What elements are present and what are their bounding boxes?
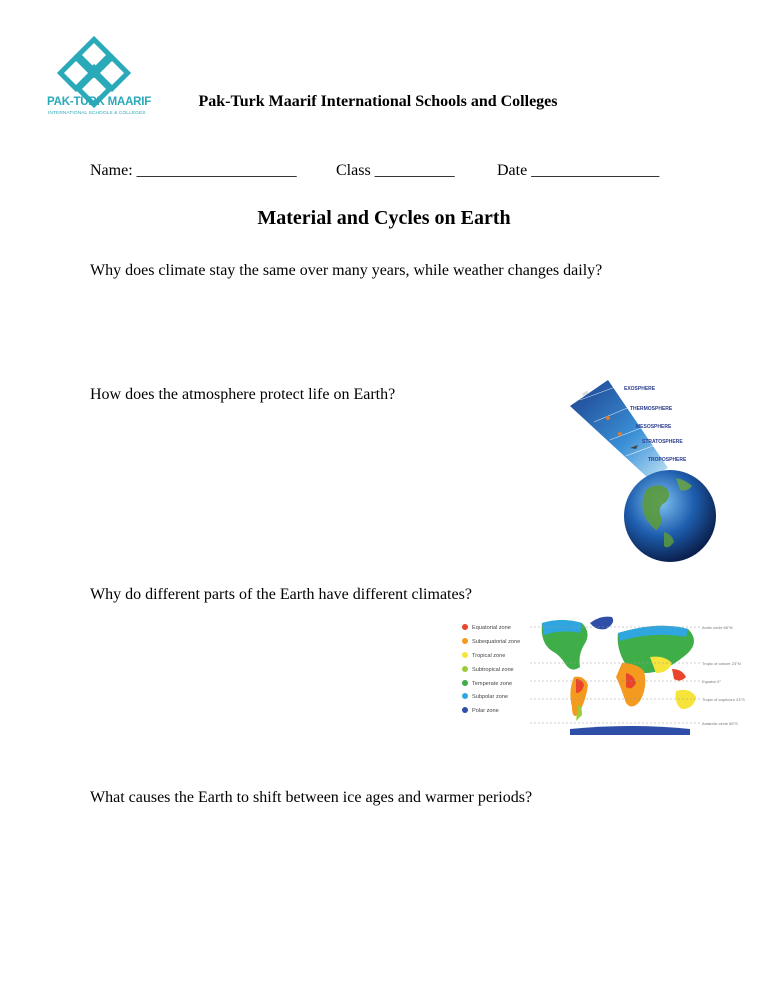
- earth-globe: [624, 470, 716, 562]
- legend-equatorial: Equatorial zone: [472, 625, 511, 631]
- climate-zones-map: [450, 613, 745, 737]
- layer-label-stratosphere: STRATOSPHERE: [642, 439, 683, 445]
- legend-polar: Polar zone: [472, 708, 499, 714]
- layer-label-exosphere: EXOSPHERE: [624, 386, 656, 392]
- class-field[interactable]: Class __________: [336, 162, 455, 179]
- name-field[interactable]: Name: ____________________: [90, 162, 297, 179]
- line-label-capricorn: Tropic of capricorn 23°S: [702, 697, 745, 702]
- line-label-cancer: Tropic of cancer 23°N: [702, 661, 741, 666]
- legend-subequatorial: Subequatorial zone: [472, 639, 521, 645]
- legend-subpolar: Subpolar zone: [472, 694, 509, 700]
- layer-label-mesosphere: MESOSPHERE: [636, 424, 672, 430]
- logo-name: PAK-TURK MAARIF: [47, 96, 152, 108]
- logo-subtitle: INTERNATIONAL SCHOOLS & COLLEGES: [48, 111, 146, 116]
- question-2: How does the atmosphere protect life on Earth?: [90, 386, 396, 403]
- layer-label-troposphere: TROPOSPHERE: [648, 457, 687, 463]
- question-3: Why do different parts of the Earth have different climates?: [90, 586, 472, 603]
- layer-label-thermosphere: THERMOSPHERE: [630, 406, 673, 412]
- question-1: Why does climate stay the same over many years, while weather changes daily?: [90, 262, 603, 279]
- legend-tropical: Tropical zone: [472, 653, 506, 659]
- date-field[interactable]: Date ________________: [497, 162, 660, 179]
- legend-temperate: Temperate zone: [472, 681, 513, 687]
- line-label-antarctic: Antarctic circle 66°S: [702, 721, 738, 726]
- question-4: What causes the Earth to shift between ice ages and warmer periods?: [90, 789, 533, 806]
- legend-subtropical: Subtropical zone: [472, 667, 514, 673]
- line-label-arctic: Arctic circle 66°N: [702, 625, 733, 630]
- school-name: Pak-Turk Maarif International Schools and Colleges: [198, 93, 558, 110]
- atmosphere-layers-figure: [568, 378, 720, 562]
- worksheet-title: Material and Cycles on Earth: [257, 207, 511, 229]
- line-label-equator: Equator 0°: [702, 679, 721, 684]
